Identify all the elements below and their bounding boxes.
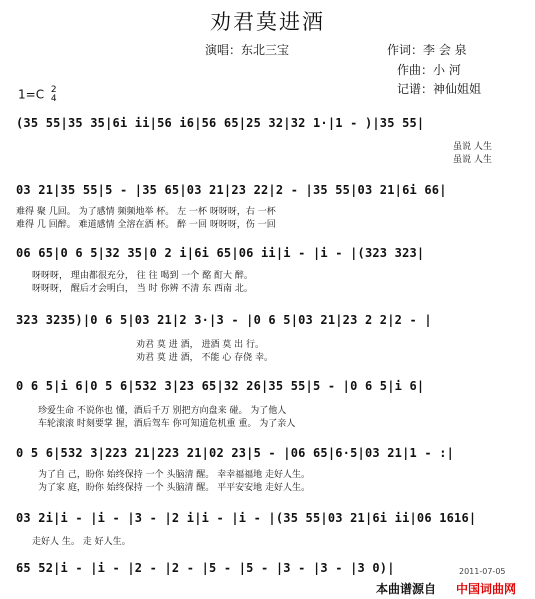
lyrics-system-6-line-1: 为了自 己，盼你 始终保持 一个 头脑清 醒。 幸幸福福地 走好人生。 xyxy=(38,470,311,480)
notation-system-4: 323 3235)|0 6 5|03 21|2 3·|3 - |0 6 5|03 21|23 2 2|2 - | xyxy=(16,313,432,327)
notation-system-8: 65 52|i - |i - |2 - |2 - |5 - |5 - |3 - |3 - |3 0)| xyxy=(16,561,395,575)
time-signature xyxy=(51,86,57,104)
lyrics-system-1-line-1: 虽说 人生 xyxy=(453,142,492,152)
lyrics-system-5-line-2: 车轮滚滚 时刻要掌 握，酒后驾车 你可知道危机重 重。 为了亲人 xyxy=(38,419,296,429)
lyrics-system-4-line-1: 劝君 莫 进 酒， 进酒 莫 出 行。 xyxy=(136,340,265,350)
transcriber-credit: 记谱：神仙姐姐 xyxy=(397,82,482,96)
singer-credit: 演唱：东北三宝 xyxy=(205,43,290,57)
source-label: 本曲谱源自 xyxy=(376,582,437,596)
key-label: 1=C xyxy=(18,87,45,102)
source-site-link[interactable]: 中国词曲网 xyxy=(456,582,517,596)
notation-system-1: (35 55|35 35|6i ii|56 i6|56 65|25 32|32 1·|1 - )|35 55| xyxy=(16,116,425,130)
notation-system-7: 03 2i|i - |i - |3 - |2 i|i - |i - |(35 55|03 21|6i ii|06 1616| xyxy=(16,511,477,525)
lyrics-system-3-line-1: 呀呀呀， 理由都很充分， 往 往 喝到 一个 酩 酊大 醉。 xyxy=(32,271,253,281)
lyrics-system-7-line-1: 走好人 生。 走 好人生。 xyxy=(32,537,131,547)
lyricist-credit: 作词：李 会 泉 xyxy=(387,43,467,57)
lyrics-system-4-line-2: 劝君 莫 进 酒， 不能 心 存侥 幸。 xyxy=(136,353,274,363)
lyrics-system-3-line-2: 呀呀呀， 醒后才会明白， 当 时 你辨 不清 东 西南 北。 xyxy=(32,284,253,294)
lyrics-system-2-line-1: 难得 聚 几回。 为了感情 频频地举 杯。 左 一杯 呀呀呀，右 一杯 xyxy=(16,207,276,217)
time-bottom: 4 xyxy=(50,94,57,104)
notation-system-5: 0 6 5|i 6|0 5 6|532 3|23 65|32 26|35 55|5 - |0 6 5|i 6| xyxy=(16,379,425,393)
composer-credit: 作曲：小 河 xyxy=(397,63,461,77)
notation-system-6: 0 5 6|532 3|223 21|223 21|02 23|5 - |06 65|6·5|03 21|1 - :| xyxy=(16,446,455,460)
time-top: 2 xyxy=(50,85,57,95)
lyrics-system-5-line-1: 珍爱生命 不说你也 懂，酒后千万 别把方向盘来 碰。 为了他人 xyxy=(38,406,287,416)
song-title: 劝君莫进酒 xyxy=(210,10,325,34)
notation-system-3: 06 65|0 6 5|32 35|0 2 i|6i 65|06 ii|i - |i - |(323 323| xyxy=(16,246,425,260)
lyrics-system-6-line-2: 为了家 庭，盼你 始终保持 一个 头脑清 醒。 平平安安地 走好人生。 xyxy=(38,483,311,493)
notation-system-2: 03 21|35 55|5 - |35 65|03 21|23 22|2 - |35 55|03 21|6i 66| xyxy=(16,183,447,197)
transcription-date: 2011-07-05 xyxy=(459,567,506,576)
key-signature xyxy=(18,86,57,104)
lyrics-system-1-line-2: 虽说 人生 xyxy=(453,155,492,165)
lyrics-system-2-line-2: 难得 几 回醉。 难道感情 全溶在酒 杯。 醉 一回 呀呀呀，伤 一回 xyxy=(16,220,276,230)
